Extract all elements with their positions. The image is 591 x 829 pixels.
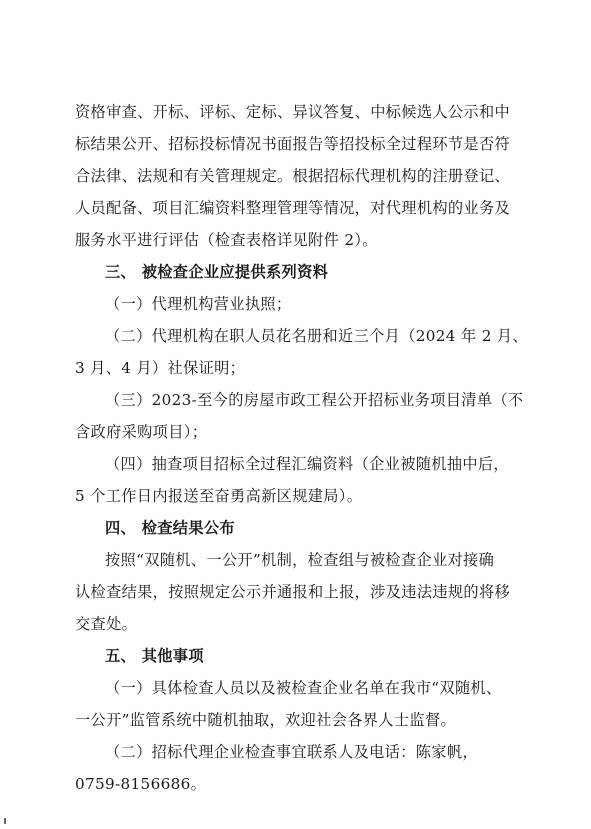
body-line-3: 合法律、法规和有关管理规定。根据招标代理机构的注册登记、 — [75, 167, 511, 185]
item-line-1: （一）代理机构营业执照； — [105, 295, 292, 313]
para-line-3: 交查处。 — [75, 615, 138, 633]
body-line-2: 标结果公开、招标投标情况书面报告等招投标全过程环节是否符 — [75, 135, 511, 153]
section-heading-5: 五、 其他事项 — [105, 647, 204, 665]
body-line-5: 服务水平进行评估（检查表格详见附件 2）。 — [75, 231, 378, 249]
item-line-2-cont: 3 月、4 月）社保证明； — [75, 359, 246, 377]
body-line-4: 人员配备、项目汇编资料整理管理等情况，对代理机构的业务及 — [75, 199, 511, 217]
other-line-2-cont: 0759-8156686。 — [75, 775, 207, 793]
other-line-1-cont: 一公开”监管系统中随机抽取，欢迎社会各界人士监督。 — [75, 711, 457, 729]
section-heading-3: 三、 被检查企业应提供系列资料 — [105, 263, 329, 281]
item-line-2: （二）代理机构在职人员花名册和近三个月（2024 年 2 月、 — [105, 327, 528, 345]
para-line-1: 按照“双随机、一公开”机制，检查组与被检查企业对接确 — [105, 551, 495, 569]
item-line-4-cont: 5 个工作日内报送至奋勇高新区规建局）。 — [75, 487, 363, 505]
section-heading-4: 四、 检查结果公布 — [105, 519, 235, 537]
body-line-1: 资格审查、开标、评标、定标、异议答复、中标候选人公示和中 — [75, 103, 511, 121]
item-line-3: （三）2023-至今的房屋市政工程公开招标业务项目清单（不 — [105, 391, 524, 409]
scan-artifact — [4, 818, 6, 824]
para-line-2: 认检查结果，按照规定公示并通报和上报，涉及违法违规的将移 — [75, 583, 511, 601]
item-line-4: （四）抽查项目招标全过程汇编资料（企业被随机抽中后， — [105, 455, 509, 473]
item-line-3-cont: 含政府采购项目）； — [75, 423, 208, 441]
other-line-2: （二）招标代理企业检查事宜联系人及电话：陈家帆， — [105, 743, 478, 761]
other-line-1: （一）具体检查人员以及被检查企业名单在我市“双随机、 — [105, 679, 502, 697]
